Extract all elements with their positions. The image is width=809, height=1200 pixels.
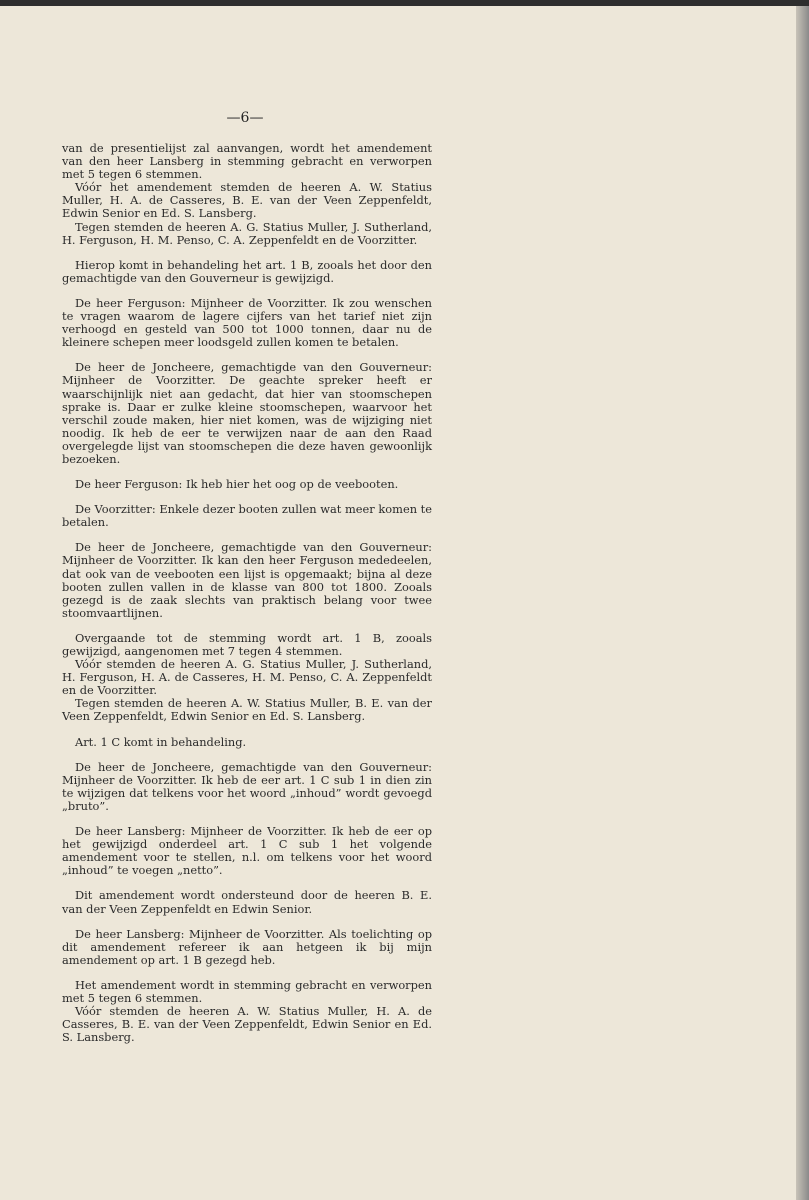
paragraph: De heer de Joncheere, gemachtigde van den Gouverneur: Mijnheer de Voorzitter. Ik kan den heer Ferguson mededeelen, dat ook van de veebooten een lijst is opgemaakt; bijna al deze booten zullen vallen in de klasse van 800 tot 1800. Zooals gezegd is de zaak slechts van praktisch belang voor twee stoomvaartlijnen.: [62, 540, 432, 620]
paragraph: Vóór stemden de heeren A. G. Statius Muller, J. Sutherland, H. Ferguson, H. A. de Casseres, H. M. Penso, C. A. Zeppenfeldt en de Voorzitter.: [62, 657, 432, 698]
paragraph: Art. 1 C komt in behandeling.: [75, 734, 247, 749]
paragraph: De heer Ferguson: Ik heb hier het oog op de veebooten.: [75, 477, 399, 492]
page-number: —6—: [226, 110, 264, 126]
paragraph: De heer Lansberg: Mijnheer de Voorzitter. Ik heb de eer op het gewijzigd onderdeel art. 1 C sub 1 het volgende amendement voor te stellen, n.l. om telkens voor het woord „inhoud” te voegen „netto”.: [62, 824, 432, 878]
paragraph: Vóór het amendement stemden de heeren A. W. Statius Muller, H. A. de Casseres, B. E. van der Veen Zeppenfeldt, Edwin Senior en Ed. S. Lansberg.: [62, 180, 432, 221]
paragraph: De heer de Joncheere, gemachtigde van den Gouverneur: Mijnheer de Voorzitter. Ik heb de eer art. 1 C sub 1 in dien zin te wijzigen dat telkens voor het woord „inhoud” wordt gevoegd „bruto”.: [62, 759, 432, 813]
paragraph: Vóór stemden de heeren A. W. Statius Muller, H. A. de Casseres, B. E. van der Veen Zeppenfeldt, Edwin Senior en Ed. S. Lansberg.: [62, 1004, 432, 1045]
page-fold-shadow: [796, 6, 809, 1200]
document-body: [62, 142, 432, 1056]
paragraph: Het amendement wordt in stemming gebracht en verworpen met 5 tegen 6 stemmen.: [62, 977, 432, 1005]
paragraph: Hierop komt in behandeling het art. 1 B, zooals het door den gemachtigde van den Gouverneur is gewijzigd.: [62, 257, 432, 285]
paragraph: Tegen stemden de heeren A. W. Statius Muller, B. E. van der Veen Zeppenfeldt, Edwin Senior en Ed. S. Lansberg.: [62, 696, 432, 724]
paragraph: Tegen stemden de heeren A. G. Statius Muller, J. Sutherland, H. Ferguson, H. M. Penso, C. A. Zeppenfeldt en de Voorzitter.: [62, 219, 432, 247]
paragraph: van de presentielijst zal aanvangen, wordt het amendement van den heer Lansberg in stemming gebracht en verworpen met 5 tegen 6 stemmen.: [62, 141, 432, 182]
paragraph: Overgaande tot de stemming wordt art. 1 B, zooals gewijzigd, aangenomen met 7 tegen 4 stemmen.: [62, 630, 432, 658]
paragraph: Dit amendement wordt ondersteund door de heeren B. E. van der Veen Zeppenfeldt en Edwin Senior.: [62, 888, 432, 916]
paragraph: De heer Lansberg: Mijnheer de Voorzitter. Als toelichting op dit amendement refereer ik aan hetgeen ik bij mijn amendement op art. 1 B gezegd heb.: [62, 926, 432, 967]
top-edge: [0, 0, 809, 6]
paragraph: De heer de Joncheere, gemachtigde van den Gouverneur: Mijnheer de Voorzitter. De geachte spreker heeft er waarschijnlijk niet aan gedacht, dat hier van stoomschepen sprake is. Daar er zulke kleine stoomschepen, waarvoor het verschil zoude maken, hier niet komen, was de wijziging niet noodig. Ik heb de eer te verwijzen naar de aan den Raad overgelegde lijst van stoomschepen die deze haven gewoonlijk bezoeken.: [62, 360, 432, 466]
paragraph: De heer Ferguson: Mijnheer de Voorzitter. Ik zou wenschen te vragen waarom de lagere cijfers van het tarief niet zijn verhoogd en gesteld van 500 tot 1000 tonnen, daar nu de kleinere schepen meer loodsgeld zullen komen te betalen.: [62, 295, 432, 350]
paragraph: De Voorzitter: Enkele dezer booten zullen wat meer komen te betalen.: [62, 502, 432, 530]
